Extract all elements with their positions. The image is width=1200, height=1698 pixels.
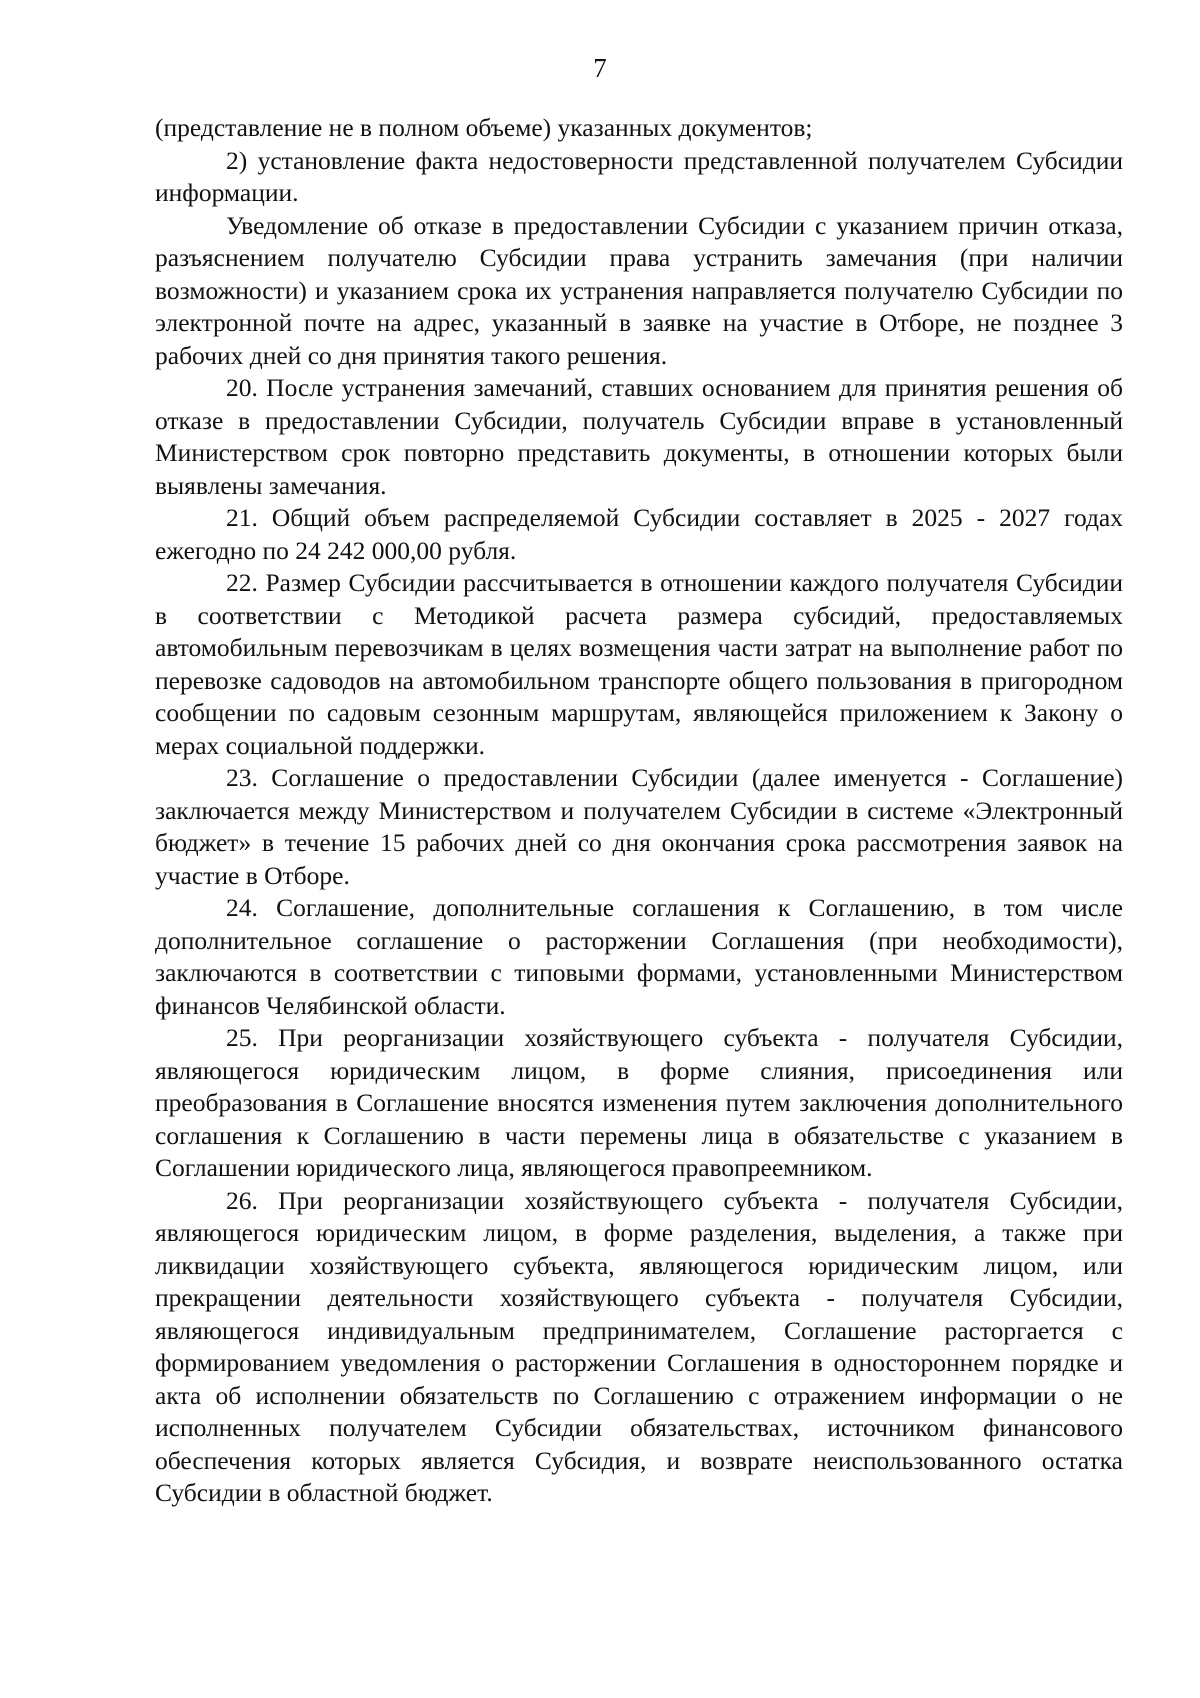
- paragraph-continuation: (представление не в полном объеме) указанных документов;: [155, 113, 813, 142]
- page-number: 7: [593, 53, 607, 83]
- paragraph-21: 21. Общий объем распределяемой Субсидии составляет в 2025 - 2027 годах ежегодно по 24 242 000,00 рубля.: [155, 503, 1123, 565]
- paragraph-22: 22. Размер Субсидии рассчитывается в отношении каждого получателя Субсидии в соответствии с Методикой расчета размера субсидий, предоставляемых автомобильным перевозчикам в целях возмещения части затрат на выполнение работ по перевозке садоводов на автомобильном транспорте общего пользования в пригородном сообщении по садовым сезонным маршрутам, являющейся приложением к Закону о мерах социальной поддержки.: [155, 568, 1123, 760]
- paragraph-23: 23. Соглашение о предоставлении Субсидии (далее именуется - Соглашение) заключается между Министерством и получателем Субсидии в системе «Электронный бюджет» в течение 15 рабочих дней со дня окончания срока рассмотрения заявок на участие в Отборе.: [155, 763, 1123, 890]
- paragraph-20: 20. После устранения замечаний, ставших основанием для принятия решения об отказе в предоставлении Субсидии, получатель Субсидии вправе в установленный Министерством срок повторно представить документы, в отношении которых были выявлены замечания.: [155, 373, 1123, 500]
- paragraph-refusal-notice: Уведомление об отказе в предоставлении Субсидии с указанием причин отказа, разъяснением получателю Субсидии права устранить замечания (при наличии возможности) и указанием срока их устранения направляется получателю Субсидии по электронной почте на адрес, указанный в заявке на участие в Отборе, не позднее 3 рабочих дней со дня принятия такого решения.: [155, 210, 1123, 370]
- paragraph-26: 26. При реорганизации хозяйствующего субъекта - получателя Субсидии, являющегося юридическим лицом, в форме разделения, выделения, а также при ликвидации хозяйствующего субъекта, являющегося юридическим лицом, или прекращении деятельности хозяйствующего субъекта - получателя Субсидии, являющегося индивидуальным предпринимателем, Соглашение расторгается с формированием уведомления о расторжении Соглашения в одностороннем порядке и акта об исполнении обязательств по Соглашению с отражением информации о не исполненных получателем Субсидии обязательствах, источником финансового обеспечения которых является Субсидия, и возврате неиспользованного остатка Субсидии в областной бюджет.: [155, 1185, 1123, 1507]
- document-body: [155, 112, 1123, 1510]
- paragraph-item-2: 2) установление факта недостоверности представленной получателем Субсидии информации.: [155, 145, 1123, 207]
- paragraph-24: 24. Соглашение, дополнительные соглашения к Соглашению, в том числе дополнительное соглашение о расторжении Соглашения (при необходимости), заключаются в соответствии с типовыми формами, установленными Министерством финансов Челябинской области.: [155, 893, 1123, 1020]
- paragraph-25: 25. При реорганизации хозяйствующего субъекта - получателя Субсидии, являющегося юридическим лицом, в форме слияния, присоединения или преобразования в Соглашение вносятся изменения путем заключения дополнительного соглашения к Соглашению в части перемены лица в обязательстве с указанием в Соглашении юридического лица, являющегося правопреемником.: [155, 1023, 1123, 1182]
